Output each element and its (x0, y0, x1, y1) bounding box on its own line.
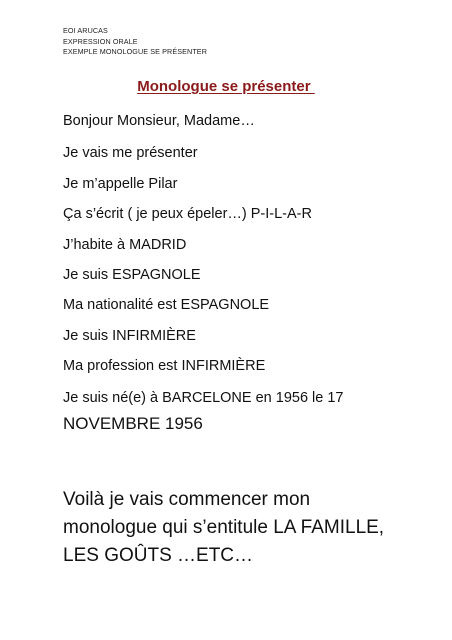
closing-paragraph: Voilà je vais commencer mon monologue qui s’entitule LA FAMILLE, LES GOÛTS …ETC… (63, 489, 385, 566)
header-topic: EXEMPLE MONOLOGUE SE PRÉSENTER (63, 47, 207, 56)
text-line-city: J’habite à MADRID (63, 237, 187, 253)
header-school: EOI ARUCAS (63, 26, 108, 35)
header-course: EXPRESSION ORALE (63, 36, 138, 46)
text-line-birth-date: NOVEMBRE 1956 (63, 414, 203, 433)
text-line-job: Je suis INFIRMIÈRE (63, 328, 196, 344)
text-line-intro: Je vais me présenter (63, 145, 198, 161)
text-line-name: Je m’appelle Pilar (63, 176, 178, 192)
document-header (63, 26, 207, 58)
text-line-birth: Je suis né(e) à BARCELONE en 1956 le 17 (63, 390, 344, 406)
document-title-text: Monologue se présenter (137, 78, 315, 95)
text-line-spelling: Ça s’écrit ( je peux épeler…) P-I-L-A-R (63, 206, 312, 222)
text-line-job-2: Ma profession est INFIRMIÈRE (63, 358, 266, 374)
text-line-nationality-2: Ma nationalité est ESPAGNOLE (63, 297, 270, 313)
text-line-greeting: Bonjour Monsieur, Madame… (63, 113, 255, 129)
text-line-nationality: Je suis ESPAGNOLE (63, 267, 201, 283)
document-title (0, 78, 452, 95)
